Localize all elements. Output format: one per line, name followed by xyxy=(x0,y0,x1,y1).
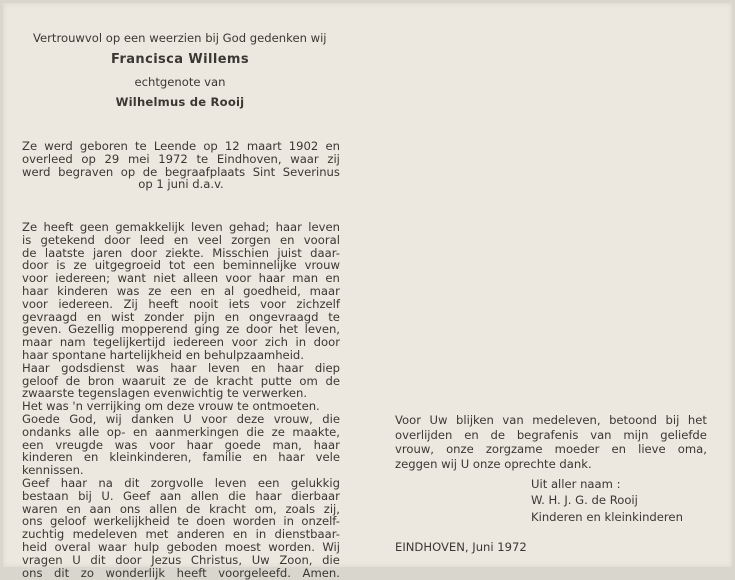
word: leven xyxy=(214,475,247,490)
relation-line: echtgenote van xyxy=(134,75,226,89)
signature-family: Kinderen en kleinkinderen xyxy=(531,510,683,524)
word: betoond xyxy=(609,413,657,427)
biography-block xyxy=(22,221,340,579)
word: ons xyxy=(22,565,43,580)
word: blijken xyxy=(456,413,494,427)
word: zuchtig xyxy=(22,527,65,542)
word: mei xyxy=(127,151,150,166)
word: ze xyxy=(226,322,240,337)
word: voor xyxy=(201,411,228,426)
word: bij xyxy=(665,413,680,427)
word: medeleven, xyxy=(532,413,601,427)
word: geven. xyxy=(22,322,62,337)
word: haar xyxy=(275,220,302,234)
word: ondanks xyxy=(22,424,72,439)
biography-line xyxy=(22,528,340,541)
word: te xyxy=(196,151,209,166)
word: nam xyxy=(59,335,86,350)
word: familie xyxy=(202,450,242,465)
word: daar- xyxy=(310,245,340,260)
word: en xyxy=(611,442,627,457)
word: zorgvolle xyxy=(150,475,204,490)
word: een xyxy=(193,258,215,273)
word: voor xyxy=(149,437,175,452)
word: iedereen. xyxy=(58,296,113,311)
word: voor xyxy=(225,271,252,286)
word: door xyxy=(115,552,142,567)
word: ging xyxy=(194,322,220,337)
word: overleed xyxy=(22,151,73,166)
word: alleen xyxy=(182,271,219,286)
deceased-name: Francisca Willems xyxy=(111,52,249,67)
word: heeft xyxy=(176,565,207,580)
word: dit xyxy=(54,565,70,580)
word: en xyxy=(83,450,99,465)
word: bij xyxy=(78,488,92,503)
word: en xyxy=(252,450,268,465)
word: want xyxy=(117,271,146,286)
word: hulp xyxy=(133,539,160,554)
word: zorgen xyxy=(231,232,271,247)
biography-line: Het was 'n verrijking om deze vrouw te ontmoeten. xyxy=(22,399,320,414)
word: en xyxy=(325,271,340,286)
word: leed xyxy=(139,232,165,247)
word: Geef xyxy=(122,488,151,503)
word: gevraagd xyxy=(22,309,78,324)
word: man xyxy=(292,271,319,286)
word: worden xyxy=(232,514,276,529)
birth-death-line: op 1 juni d.a.v. xyxy=(138,177,224,192)
signature-name: W. H. J. G. de Rooij xyxy=(531,493,638,507)
word: Geef xyxy=(22,475,50,490)
word: geloof xyxy=(49,514,86,529)
word: Zoon, xyxy=(279,552,313,567)
word: wij xyxy=(105,411,122,426)
word: Ze xyxy=(22,220,38,234)
word: iedereen; xyxy=(55,271,111,286)
word: van xyxy=(590,427,612,442)
word: onzelf- xyxy=(301,514,340,529)
birth-death-line xyxy=(22,153,340,166)
word: Gezellig xyxy=(68,322,115,337)
word: bron xyxy=(87,373,115,388)
word: de xyxy=(490,427,505,442)
biography-line xyxy=(22,285,340,298)
word: met xyxy=(145,527,169,542)
word: kinderen xyxy=(22,450,73,465)
word: op- xyxy=(106,424,126,439)
word: allen xyxy=(149,501,178,516)
word: geen xyxy=(79,220,109,234)
word: alle xyxy=(78,424,100,439)
birth-death-line xyxy=(22,140,340,153)
word: het xyxy=(278,322,298,337)
word: 1972 xyxy=(158,151,188,166)
word: zorgzame xyxy=(485,442,543,457)
word: en xyxy=(325,139,340,153)
word: kleinkinderen, xyxy=(109,450,192,465)
word: de xyxy=(142,164,158,179)
word: en xyxy=(200,283,216,298)
word: in xyxy=(295,335,307,350)
word: voor xyxy=(260,296,286,311)
word: danken xyxy=(131,411,174,426)
word: vrouw, xyxy=(395,442,434,457)
word: haar xyxy=(170,360,197,375)
word: waar xyxy=(98,539,127,554)
word: laatste xyxy=(44,245,85,260)
word: te xyxy=(134,139,147,153)
word: kracht xyxy=(209,501,246,516)
biography-line xyxy=(22,477,340,490)
birth-death-block xyxy=(22,140,340,191)
word: Ze xyxy=(22,139,38,153)
word: mijn xyxy=(623,427,649,442)
word: haar xyxy=(278,450,305,465)
word: anderen xyxy=(176,527,225,542)
word: voor xyxy=(231,335,258,350)
word: putte xyxy=(260,373,292,388)
word: het xyxy=(687,413,707,427)
word: moeder xyxy=(554,442,600,457)
word: moest xyxy=(224,539,261,554)
word: begraven xyxy=(58,164,114,179)
word: en xyxy=(132,424,148,439)
word: lieve xyxy=(638,442,666,457)
word: U xyxy=(72,552,81,567)
word: bestaan xyxy=(22,488,69,503)
word: dienstbaar- xyxy=(274,527,340,542)
word: aan xyxy=(159,488,182,503)
word: zo xyxy=(80,565,94,580)
word: en xyxy=(232,527,248,542)
word: haar xyxy=(313,437,340,452)
thanks-block xyxy=(395,413,707,471)
word: ons xyxy=(119,501,141,516)
word: Wij xyxy=(322,539,340,554)
word: haar xyxy=(255,488,282,503)
word: was xyxy=(136,360,159,375)
word: waar xyxy=(290,151,319,166)
word: en xyxy=(464,427,479,442)
word: zonder xyxy=(144,309,184,324)
word: heeft xyxy=(148,296,179,311)
intro-line: Vertrouwvol op een weerzien bij God gedenken wij xyxy=(33,31,327,45)
word: vragen xyxy=(22,552,63,567)
word: is xyxy=(22,232,32,247)
place-date: EINDHOVEN, Juni 1972 xyxy=(395,540,527,554)
word: Severinus xyxy=(282,164,340,179)
word: onze xyxy=(446,442,474,457)
word: haar xyxy=(22,283,49,298)
word: door xyxy=(246,322,273,337)
word: heid xyxy=(22,539,48,554)
word: Zij xyxy=(123,296,138,311)
word: een xyxy=(22,437,44,452)
word: veel xyxy=(197,232,222,247)
word: Goede xyxy=(22,411,60,426)
word: Uw xyxy=(429,413,448,427)
word: vreugde xyxy=(55,437,104,452)
word: en xyxy=(251,360,266,375)
thanks-line xyxy=(395,413,707,428)
word: maar xyxy=(22,335,53,350)
word: zij, xyxy=(323,501,340,516)
word: dit xyxy=(124,475,140,490)
word: ze xyxy=(173,373,187,388)
word: en xyxy=(280,232,295,247)
word: gemakkelijk xyxy=(115,220,185,234)
word: vrouw xyxy=(304,258,340,273)
word: getekend xyxy=(40,232,95,247)
word: voorgeleefd. xyxy=(218,565,291,580)
word: U xyxy=(183,411,192,426)
word: overlijden xyxy=(395,427,453,442)
word: door xyxy=(130,245,157,260)
word: om, xyxy=(254,501,277,516)
word: te xyxy=(328,309,340,324)
word: de xyxy=(325,373,340,388)
word: in xyxy=(283,514,294,529)
word: zoals xyxy=(285,501,316,516)
word: Misschien xyxy=(212,245,269,260)
word: Eindhoven, xyxy=(216,151,282,166)
word: een xyxy=(257,475,280,490)
word: geboren xyxy=(79,139,128,153)
word: zich xyxy=(264,335,288,350)
word: de xyxy=(194,373,209,388)
word: goedheid, xyxy=(243,283,301,298)
word: die xyxy=(246,424,265,439)
word: ons xyxy=(22,514,43,529)
biography-line xyxy=(22,541,340,554)
word: worden. xyxy=(268,539,315,554)
word: na xyxy=(98,475,113,490)
word: kinderen xyxy=(57,283,108,298)
word: waaruit xyxy=(121,373,166,388)
word: door xyxy=(22,258,49,273)
word: diep xyxy=(314,360,340,375)
word: een xyxy=(170,283,192,298)
word: door xyxy=(313,335,340,350)
word: wonderlijk xyxy=(105,565,166,580)
word: goede xyxy=(224,437,261,452)
word: al xyxy=(223,283,235,298)
biography-line xyxy=(22,426,340,439)
word: overal xyxy=(54,539,91,554)
word: gelukkig xyxy=(290,475,340,490)
word: U. xyxy=(101,488,114,503)
word: dierbaar xyxy=(291,488,340,503)
word: en xyxy=(86,309,102,324)
word: juist xyxy=(277,245,302,260)
word: werkelijkheid xyxy=(93,514,170,529)
word: ze xyxy=(148,283,162,298)
thanks-line xyxy=(395,428,707,443)
biography-line: zwaarste tegenslagen evenwichtig te verwerken. xyxy=(22,386,308,401)
thanks-line: zeggen wij U onze oprechte dank. xyxy=(395,456,592,471)
word: Haar xyxy=(22,360,50,375)
word: maar xyxy=(309,283,340,298)
word: werd xyxy=(44,139,73,153)
word: gehad; xyxy=(229,220,270,234)
spouse-name: Wilhelmus de Rooij xyxy=(115,95,245,109)
word: nooit xyxy=(188,296,219,311)
word: leven xyxy=(207,360,240,375)
word: uitgegroeid xyxy=(94,258,161,273)
biography-line xyxy=(22,554,340,567)
word: haar xyxy=(258,271,285,286)
word: waren xyxy=(22,501,58,516)
word: leven, xyxy=(304,322,340,337)
word: geloof xyxy=(22,373,58,388)
word: beminnelijke xyxy=(222,258,297,273)
word: Jezus xyxy=(151,552,182,567)
biography-line xyxy=(22,362,340,375)
word: maart xyxy=(246,139,282,153)
word: begrafenis xyxy=(516,427,579,442)
word: God, xyxy=(69,411,97,426)
word: tot xyxy=(168,258,186,273)
word: in xyxy=(255,527,267,542)
word: aan xyxy=(89,501,112,516)
word: begraafplaats xyxy=(164,164,246,179)
word: zichzelf xyxy=(296,296,340,311)
word: zij xyxy=(327,151,340,166)
word: maakte, xyxy=(292,424,340,439)
word: niet xyxy=(153,271,176,286)
word: geliefde xyxy=(660,427,707,442)
word: de xyxy=(65,373,81,388)
biography-line xyxy=(22,567,340,580)
word: op xyxy=(120,164,136,179)
biography-line: kennissen. xyxy=(22,463,84,478)
word: Uw xyxy=(251,552,270,567)
biography-line xyxy=(22,234,340,247)
biography-line xyxy=(22,221,340,234)
word: leven xyxy=(308,220,340,234)
word: de xyxy=(185,501,201,516)
word: tegelijkertijd xyxy=(93,335,166,350)
word: die xyxy=(228,488,246,503)
word: aanmerkingen xyxy=(154,424,239,439)
word: om xyxy=(299,373,318,388)
word: geboden xyxy=(166,539,218,554)
biography-line: haar spontane hartelijkheid en behulpzaamheid. xyxy=(22,347,304,362)
word: kracht xyxy=(216,373,254,388)
word: 29 xyxy=(104,151,120,166)
word: man, xyxy=(272,437,302,452)
word: voor xyxy=(22,296,48,311)
word: en xyxy=(224,309,240,324)
word: jaren xyxy=(92,245,123,260)
word: Voor xyxy=(395,413,421,427)
word: ze xyxy=(271,424,285,439)
word: Amen. xyxy=(302,565,340,580)
word: pijn xyxy=(193,309,215,324)
word: van xyxy=(502,413,524,427)
word: 12 xyxy=(224,139,240,153)
word: de xyxy=(22,245,37,260)
word: leven xyxy=(190,220,223,234)
thanks-line xyxy=(395,442,707,457)
word: 1902 xyxy=(288,139,319,153)
card-fold xyxy=(364,3,365,567)
word: door xyxy=(104,232,131,247)
word: Christus, xyxy=(190,552,243,567)
word: op xyxy=(203,139,218,153)
word: iedereen xyxy=(173,335,225,350)
word: vele xyxy=(315,450,340,465)
word: ze xyxy=(73,258,87,273)
biography-line xyxy=(22,298,340,311)
word: vrouw, xyxy=(273,411,313,426)
word: haar xyxy=(60,475,88,490)
word: voor xyxy=(22,271,48,286)
word: was xyxy=(114,437,138,452)
word: haar xyxy=(277,360,304,375)
word: medeleven xyxy=(72,527,138,542)
word: allen xyxy=(190,488,219,503)
word: was xyxy=(116,283,140,298)
word: doen xyxy=(196,514,226,529)
word: en xyxy=(173,232,189,247)
word: ongevraagd xyxy=(248,309,319,324)
word: haar xyxy=(186,437,213,452)
signature-prefix: Uit aller naam : xyxy=(531,477,621,491)
word: mopperend xyxy=(121,322,188,337)
word: deze xyxy=(236,411,265,426)
word: ziekte. xyxy=(165,245,204,260)
word: dit xyxy=(90,552,106,567)
word: vooral xyxy=(303,232,340,247)
word: werd xyxy=(22,164,51,179)
word: op xyxy=(81,151,96,166)
word: oma, xyxy=(677,442,707,457)
word: Leende xyxy=(153,139,197,153)
biography-line xyxy=(22,413,340,426)
word: en xyxy=(66,501,81,516)
word: die xyxy=(322,552,340,567)
word: heeft xyxy=(43,220,74,234)
word: wist xyxy=(111,309,135,324)
word: te xyxy=(177,514,189,529)
word: godsdienst xyxy=(61,360,125,375)
word: iets xyxy=(228,296,250,311)
word: is xyxy=(56,258,66,273)
biography-line xyxy=(22,490,340,503)
word: Sint xyxy=(252,164,276,179)
word: die xyxy=(322,411,340,426)
